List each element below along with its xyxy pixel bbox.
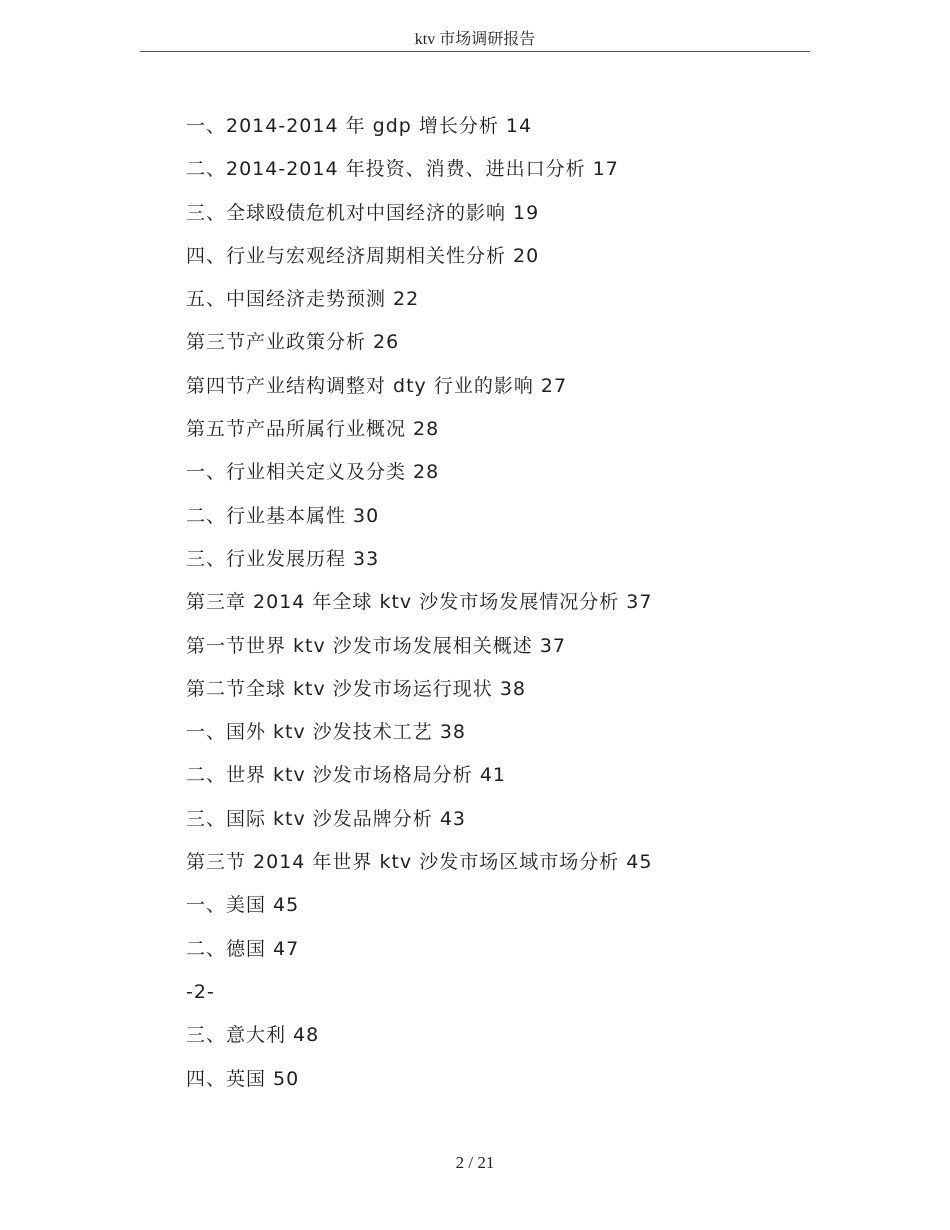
toc-entry: 二、2014-2014 年投资、消费、进出口分析 17 xyxy=(186,158,619,181)
toc-entry: 一、2014-2014 年 gdp 增长分析 14 xyxy=(186,115,533,137)
toc-entry: 第二节全球 ktv 沙发市场运行现状 38 xyxy=(186,677,526,700)
toc-entry: 一、国外 ktv 沙发技术工艺 38 xyxy=(186,721,466,744)
toc-entry: 三、国际 ktv 沙发品牌分析 43 xyxy=(186,807,466,830)
toc-entry: 第三章 2014 年全球 ktv 沙发市场发展情况分析 37 xyxy=(186,591,653,614)
toc-entry: 二、行业基本属性 30 xyxy=(186,504,380,527)
toc-entry: 第四节产业结构调整对 dty 行业的影响 27 xyxy=(186,374,568,397)
toc-entry: 三、行业发展历程 33 xyxy=(186,547,380,570)
toc-entry: 二、德国 47 xyxy=(186,937,300,960)
toc-entry: 四、行业与宏观经济周期相关性分析 20 xyxy=(186,244,540,267)
toc-entry: 三、意大利 48 xyxy=(186,1024,320,1047)
toc-entry: 五、中国经济走势预测 22 xyxy=(186,288,420,311)
toc-entry: 二、世界 ktv 沙发市场格局分析 41 xyxy=(186,764,506,787)
table-of-contents xyxy=(186,112,652,1108)
toc-entry: 第三节 2014 年世界 ktv 沙发市场区域市场分析 45 xyxy=(186,851,653,874)
toc-entry: 第一节世界 ktv 沙发市场发展相关概述 37 xyxy=(186,634,566,657)
header-title: ktv 市场调研报告 xyxy=(414,31,536,48)
toc-entry: 第三节产业政策分析 26 xyxy=(186,331,400,354)
inline-page-marker: -2- xyxy=(186,980,215,1003)
toc-entry: 一、美国 45 xyxy=(186,894,300,917)
toc-entry: 三、全球殴债危机对中国经济的影响 19 xyxy=(186,201,540,224)
toc-entry: 第五节产品所属行业概况 28 xyxy=(186,418,440,441)
toc-entry: 一、行业相关定义及分类 28 xyxy=(186,461,440,484)
page-footer xyxy=(0,1153,950,1173)
page-number: 2 / 21 xyxy=(455,1153,495,1172)
page-header xyxy=(140,29,810,52)
toc-entry: 四、英国 50 xyxy=(186,1067,300,1090)
